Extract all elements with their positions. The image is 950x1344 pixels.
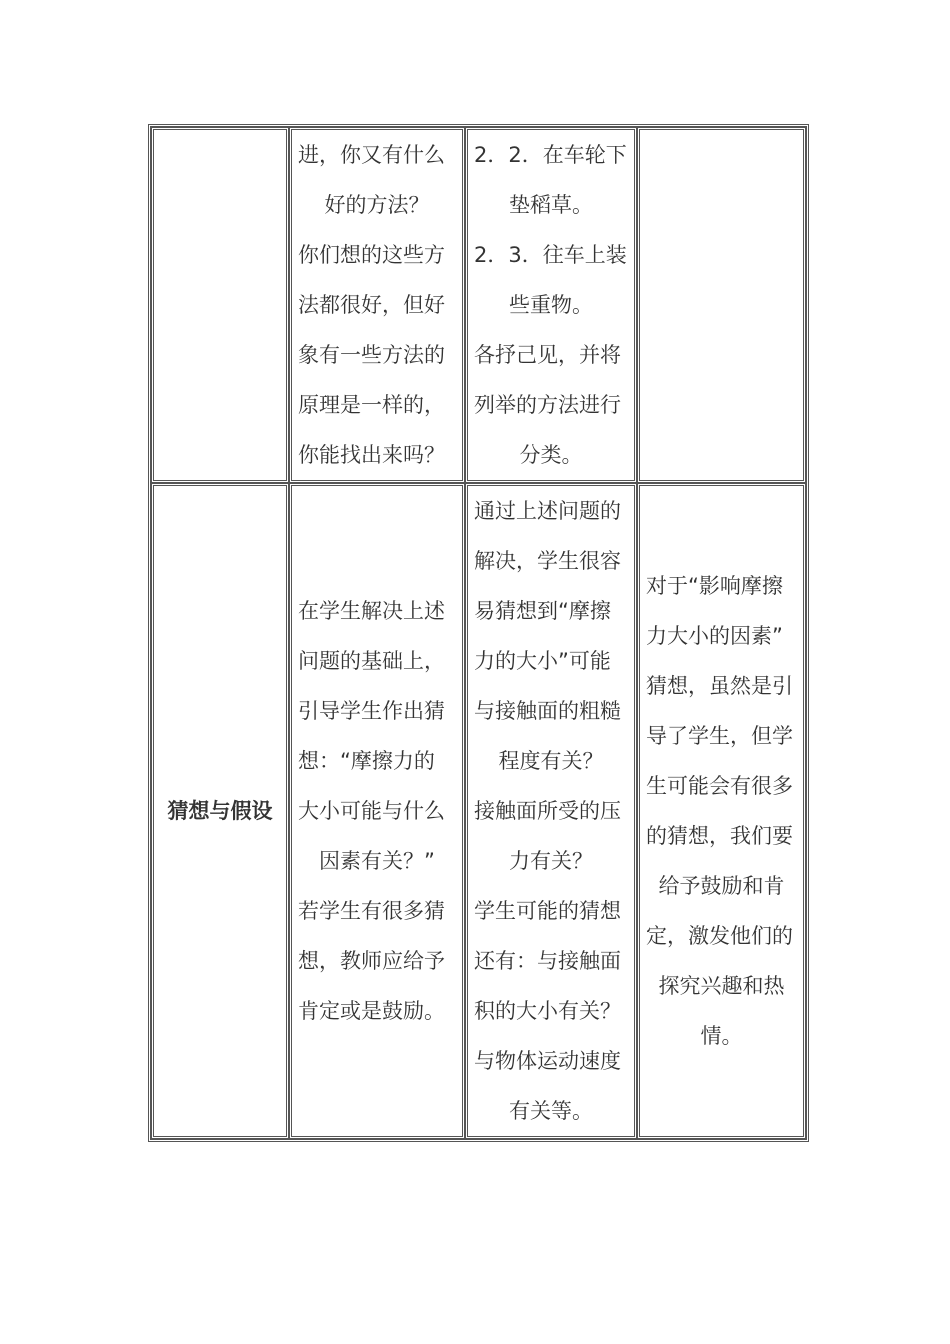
text-line: 有关等。 xyxy=(509,1099,593,1123)
text-line: 与接触面的粗糙 xyxy=(474,699,621,723)
design-notes-cell xyxy=(637,483,806,1139)
text-line: 2．3．往车上装 xyxy=(474,243,627,267)
design-notes-cell xyxy=(637,127,806,483)
text-line: 程度有关？ xyxy=(498,749,604,773)
text-line: 大小可能与什么 xyxy=(298,799,445,823)
text-line: 进，你又有什么 xyxy=(298,143,445,167)
text-line: 力的大小”可能 xyxy=(474,649,611,673)
text-line: 些重物。 xyxy=(509,293,593,317)
text-line: 情。 xyxy=(700,1024,743,1048)
text-line: 原理是一样的， xyxy=(298,393,445,417)
text-line: 想，教师应给予 xyxy=(298,949,445,973)
text-line: 引导学生作出猜 xyxy=(298,699,445,723)
text-line: 探究兴趣和热 xyxy=(658,974,785,998)
text-line: 通过上述问题的 xyxy=(474,499,621,523)
student-activity-cell xyxy=(465,127,637,483)
text-line: 积的大小有关？ xyxy=(474,999,621,1023)
text-line: 还有：与接触面 xyxy=(474,949,621,973)
text-line: 你们想的这些方 xyxy=(298,243,445,267)
text-line: 接触面所受的压 xyxy=(474,799,621,823)
text-line: 象有一些方法的 xyxy=(298,343,445,367)
text-line: 你能找出来吗？ xyxy=(298,443,445,467)
text-line: 分类。 xyxy=(519,443,583,467)
text-line: 生可能会有很多 xyxy=(646,774,793,798)
text-line: 肯定或是鼓励。 xyxy=(298,999,445,1023)
lesson-plan-table xyxy=(148,124,809,1142)
student-activity-cell xyxy=(465,483,637,1139)
text-line: 想：“摩擦力的 xyxy=(298,749,435,773)
table-row xyxy=(151,483,806,1139)
text-line: 解决，学生很容 xyxy=(474,549,621,573)
stage-cell xyxy=(151,483,289,1139)
teacher-activity-cell xyxy=(289,127,465,483)
stage-label: 猜想与假设 xyxy=(167,799,273,823)
text-line: 各抒己见，并将 xyxy=(474,343,621,367)
text-line: 好的方法？ xyxy=(324,193,430,217)
stage-cell xyxy=(151,127,289,483)
text-line: 导了学生，但学 xyxy=(646,724,793,748)
text-line: 问题的基础上， xyxy=(298,649,445,673)
text-line: 在学生解决上述 xyxy=(298,599,445,623)
text-line: 力有关？ xyxy=(509,849,593,873)
text-line: 对于“影响摩擦 xyxy=(646,574,783,598)
text-line: 若学生有很多猜 xyxy=(298,899,445,923)
text-line: 给予鼓励和肯 xyxy=(658,874,785,898)
text-line: 垫稻草。 xyxy=(509,193,593,217)
teacher-activity-cell xyxy=(289,483,465,1139)
table-row xyxy=(151,127,806,483)
text-line: 因素有关？” xyxy=(319,849,435,873)
text-line: 易猜想到“摩擦 xyxy=(474,599,611,623)
text-line: 力大小的因素” xyxy=(646,624,783,648)
text-line: 的猜想，我们要 xyxy=(646,824,793,848)
text-line: 列举的方法进行 xyxy=(474,393,621,417)
text-line: 定，激发他们的 xyxy=(646,924,793,948)
text-line: 学生可能的猜想 xyxy=(474,899,621,923)
text-line: 与物体运动速度 xyxy=(474,1049,621,1073)
text-line: 2．2．在车轮下 xyxy=(474,143,627,167)
text-line: 猜想，虽然是引 xyxy=(646,674,793,698)
text-line: 法都很好，但好 xyxy=(298,293,445,317)
